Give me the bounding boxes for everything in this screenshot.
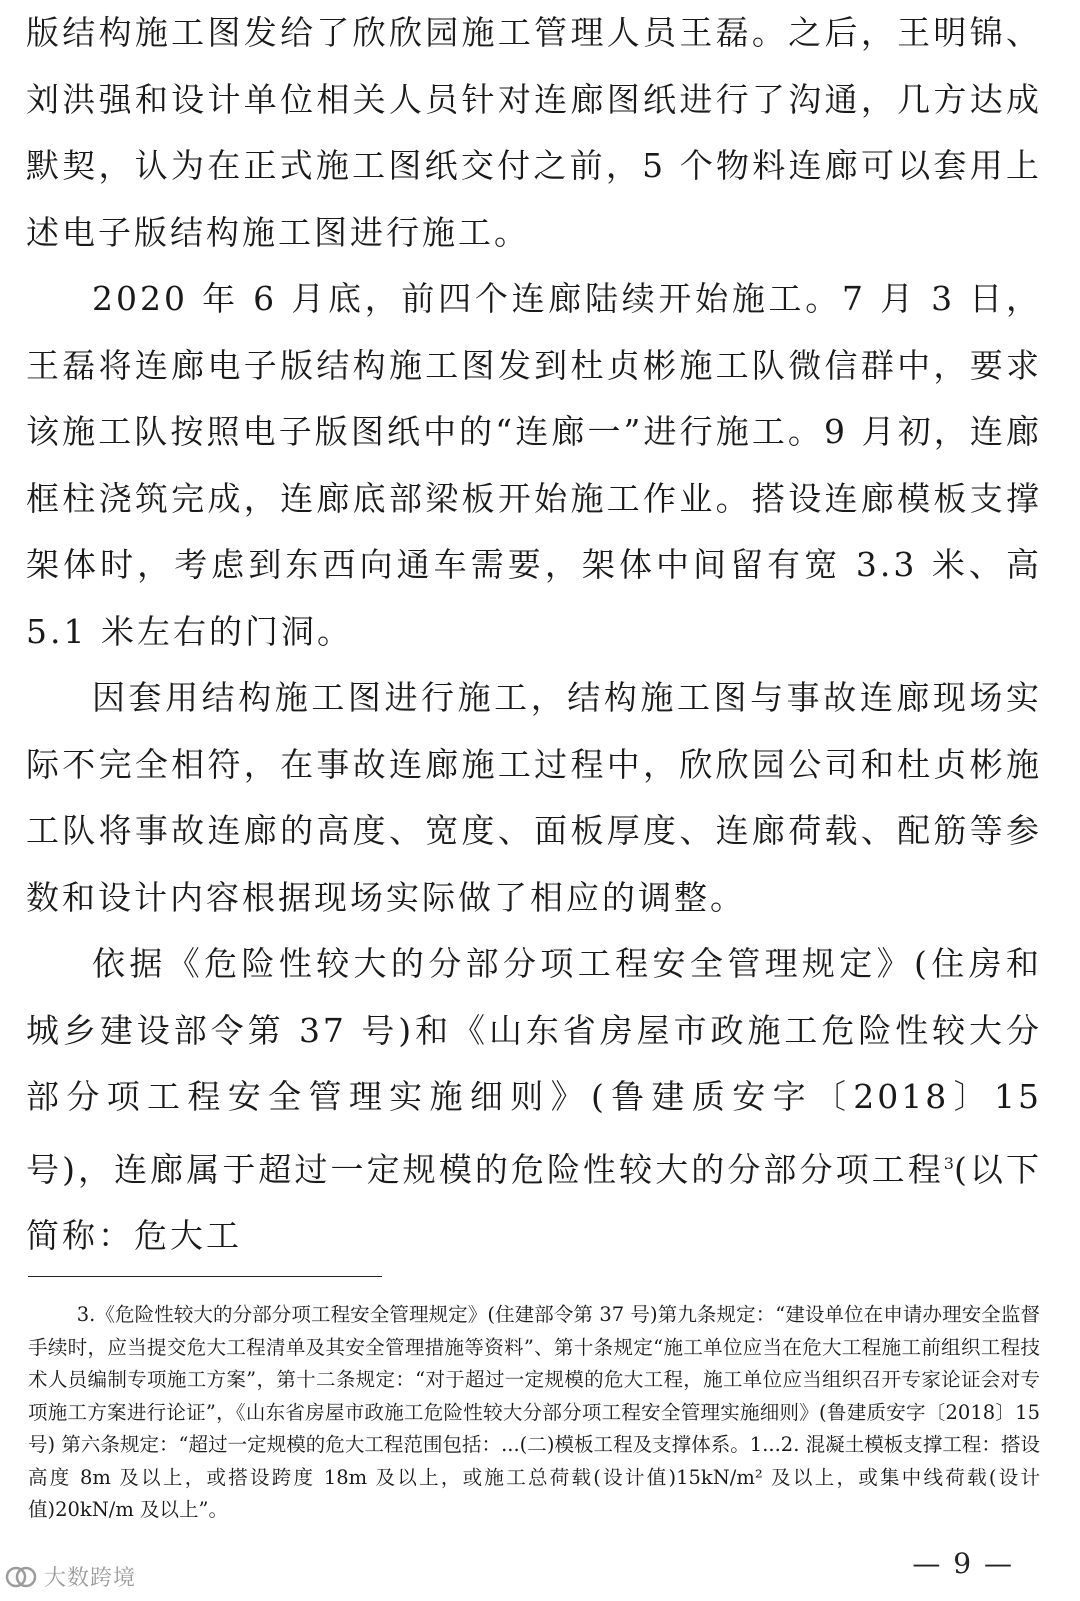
paragraph-4 [26,931,1042,1270]
paragraph-1-text: 版结构施工图发给了欣欣园施工管理人员王磊。之后，王明锦、刘洪强和设计单位相关人员针对连廊图纸进行了沟通，几方达成默契，认为在正式施工图纸交付之前，5 个物料连廊可以套用上述电子版结构施工图进行施工。 [26,13,1042,252]
watermark [4,1561,136,1592]
footnote-marker[interactable]: 3 [943,1153,954,1173]
paragraph-4-tail: (以下简称：危大工 [26,1149,1043,1255]
paragraph-2-text: 2020 年 6 月底，前四个连廊陆续开始施工。7 月 3 日，王磊将连廊电子版结构施工图发到杜贞彬施工队微信群中，要求该施工队按照电子版图纸中的“连廊一”进行施工。9 月初，连廊框柱浇筑完成，连廊底部梁板开始施工作业。搭设连廊模板支撑架体时，考虑到东西向通车需要，架体中间留有宽 3.3 米、高 5.1 米左右的门洞。 [26,279,1042,651]
footnote [28,1299,1040,1527]
body-text [26,0,1042,1270]
footnote-divider [28,1276,382,1277]
page-number: — 9 — [912,1547,1014,1580]
paragraph-1 [26,0,1042,266]
paragraph-2 [26,266,1042,665]
footnote-text: 3.《危险性较大的分部分项工程安全管理规定》(住建部令第 37 号)第九条规定：“建设单位在申请办理安全监督手续时，应当提交危大工程清单及其安全管理措施等资料”、第十条规定“施工单位应当在危大工程施工前组织工程技术人员编制专项施工方案”，第十二条规定：“对于超过一定规模的危大工程，施工单位应当组织召开专家论证会对专项施工方案进行论证”，《山东省房屋市政施工危险性较大分部分项工程安全管理实施细则》(鲁建质安字〔2018〕15 号) 第六条规定：“超过一定规模的危大工程范围包括：...(二)模板工程及支撑体系。1...2. 混凝土模板支撑工程：搭设高度 8m 及以上，或搭设跨度 18m 及以上，或施工总荷载(设计值)15kN/m² 及以上，或集中线荷载(设计值)20kN/m 及以上”。 [28,1303,1040,1521]
paragraph-3-text: 因套用结构施工图进行施工，结构施工图与事故连廊现场实际不完全相符，在事故连廊施工过程中，欣欣园公司和杜贞彬施工队将事故连廊的高度、宽度、面板厚度、连廊荷载、配筋等参数和设计内容根据现场实际做了相应的调整。 [26,678,1042,917]
watermark-text: 大数跨境 [44,1566,137,1591]
watermark-logo-icon [4,1562,38,1592]
paragraph-3 [26,665,1042,931]
paragraph-4-text: 依据《危险性较大的分部分项工程安全管理规定》(住房和城乡建设部令第 37 号)和《山东省房屋市政施工危险性较大分部分项工程安全管理实施细则》(鲁建质安字〔2018〕15 号)，连廊属于超过一定规模的危险性较大的分部分项工程 [26,944,1042,1189]
